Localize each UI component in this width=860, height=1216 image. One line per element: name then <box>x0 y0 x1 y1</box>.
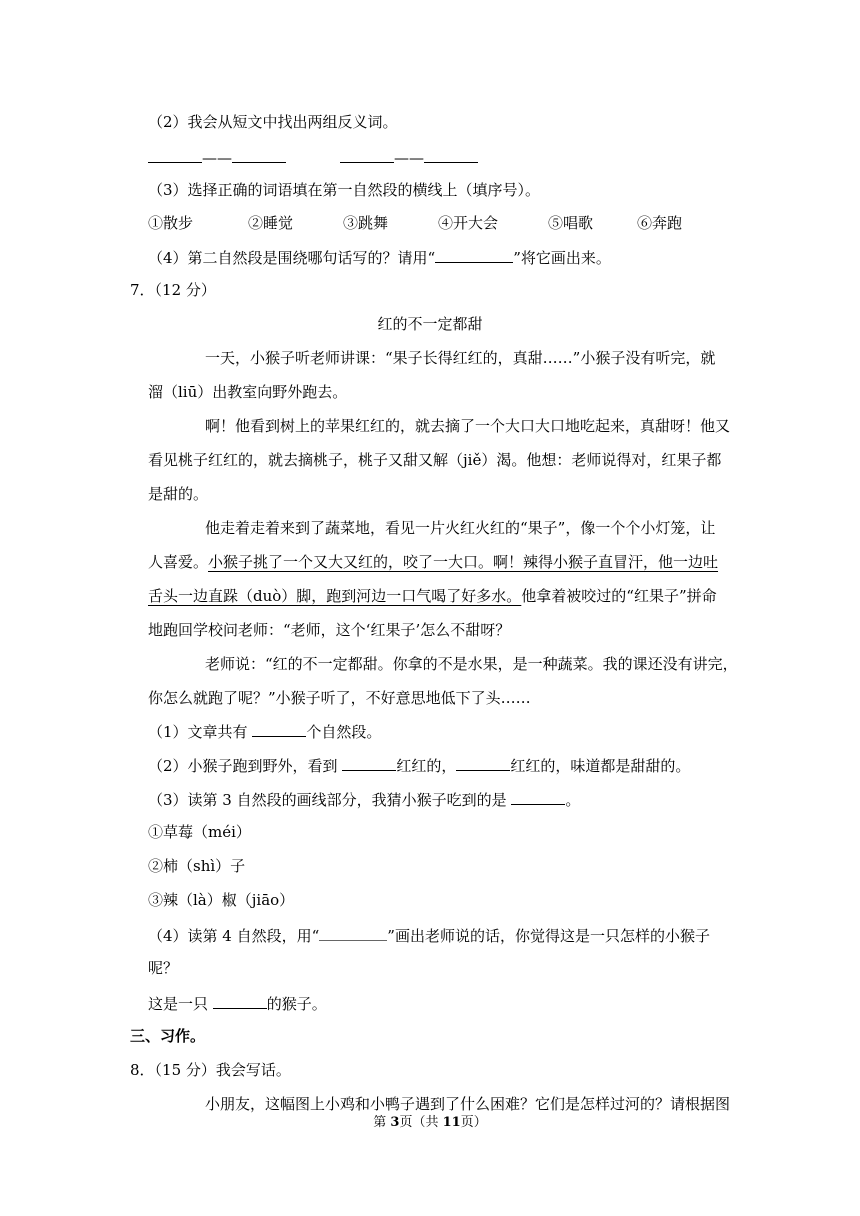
q6-part3: （3）选择正确的词语填在第一自然段的横线上（填序号）。 <box>148 181 541 199</box>
passage-line: 地跑回学校问老师：“老师，这个‘红果子’怎么不甜呀？ <box>148 621 511 639</box>
underlined-text: 舌头一边直跺（duò）脚，跑到河边一口气喝了好多水。 <box>148 587 522 605</box>
q7-part4-cont: 呢？ <box>148 959 179 977</box>
passage-line: 溜（liū）出教室向野外跑去。 <box>148 383 348 401</box>
answer-blank[interactable] <box>213 992 267 1009</box>
page-number: 3 <box>390 1115 400 1130</box>
answer-blank[interactable] <box>252 720 306 737</box>
answer-blank[interactable] <box>342 754 396 771</box>
passage-line: 人喜爱。小猴子挑了一个又大又红的，咬了一大口。啊！辣得小猴子直冒汗，他一边吐 <box>148 553 719 571</box>
q6-part2: （2）我会从短文中找出两组反义词。 <box>148 113 398 131</box>
passage-line: 舌头一边直跺（duò）脚，跑到河边一口气喝了好多水。他拿着被咬过的“红果子”拼命 <box>148 587 717 605</box>
q7-part4: （4）读第 4 自然段，用“ ”画出老师说的话，你觉得这是一只怎样的小猴子 <box>148 924 710 946</box>
q6-option-5: ⑤唱歌 <box>548 214 594 232</box>
underlined-text: 小猴子挑了一个又大又红的，咬了一大口。啊！辣得小猴子直冒汗，他一边吐 <box>208 553 719 571</box>
passage-line: 他走着走着来到了蔬菜地，看见一片火红火红的“果子”，像一个个小灯笼，让 <box>205 519 716 537</box>
passage-line: 是甜的。 <box>148 485 209 503</box>
passage-line: 啊！他看到树上的苹果红红的，就去摘了一个大口大口地吃起来，真甜呀！他又 <box>205 417 731 435</box>
page-footer: 第 3页（共 11页） <box>373 1115 487 1130</box>
answer-blank[interactable] <box>511 788 565 805</box>
passage-line: 你怎么就跑了呢？”小猴子听了，不好意思地低下了头…… <box>148 689 531 707</box>
section-heading: 三、习作。 <box>130 1027 206 1045</box>
q7-option-3: ③辣（là）椒（jiāo） <box>148 891 295 909</box>
answer-blank[interactable] <box>340 146 394 163</box>
q6-option-2: ②睡觉 <box>248 214 294 232</box>
q7-part4-answer: 这是一只 的猴子。 <box>148 992 327 1014</box>
q7-part3: （3）读第 3 自然段的画线部分，我猜小猴子吃到的是 。 <box>148 788 580 810</box>
passage-line: 看见桃子红红的，就去摘桃子，桃子又甜又解（jiě）渴。他想：老师说得对，红果子都 <box>148 451 722 469</box>
q7-header: 7．（12 分） <box>130 281 216 299</box>
q6-part4: （4）第二自然段是围绕哪句话写的？请用“ ”将它画出来。 <box>148 246 611 268</box>
underline-sample <box>319 924 387 941</box>
q7-option-2: ②柿（shì）子 <box>148 857 246 875</box>
q7-part1: （1）文章共有 个自然段。 <box>148 720 381 742</box>
q7-option-1: ①草莓（méi） <box>148 823 251 841</box>
q6-antonym-row <box>148 146 286 168</box>
q6-option-6: ⑥奔跑 <box>637 214 683 232</box>
answer-blank[interactable] <box>424 146 478 163</box>
q6-option-4: ④开大会 <box>438 214 499 232</box>
passage-line: 一天，小猴子听老师讲课：“果子长得红红的，真甜……”小猴子没有听完，就 <box>205 349 716 367</box>
passage-title: 红的不一定都甜 <box>377 315 483 333</box>
underline-sample <box>435 246 513 263</box>
q7-part2: （2）小猴子跑到野外，看到 红红的， 红红的，味道都是甜甜的。 <box>148 754 690 776</box>
passage-line: 老师说：“红的不一定都甜。你拿的不是水果，是一种蔬菜。我的课还没有讲完， <box>205 655 738 673</box>
page-total: 11 <box>442 1115 461 1130</box>
q6-antonym-row-2 <box>340 146 478 168</box>
answer-blank[interactable] <box>232 146 286 163</box>
q6-option-1: ①散步 <box>148 214 194 232</box>
answer-blank[interactable] <box>148 146 202 163</box>
q8-prompt: 小朋友，这幅图上小鸡和小鸭子遇到了什么困难？它们是怎样过河的？请根据图 <box>205 1095 731 1113</box>
q6-option-3: ③跳舞 <box>343 214 389 232</box>
dash: —— <box>202 149 232 167</box>
answer-blank[interactable] <box>456 754 510 771</box>
dash: —— <box>394 149 424 167</box>
q8-header: 8．（15 分）我会写话。 <box>130 1061 291 1079</box>
